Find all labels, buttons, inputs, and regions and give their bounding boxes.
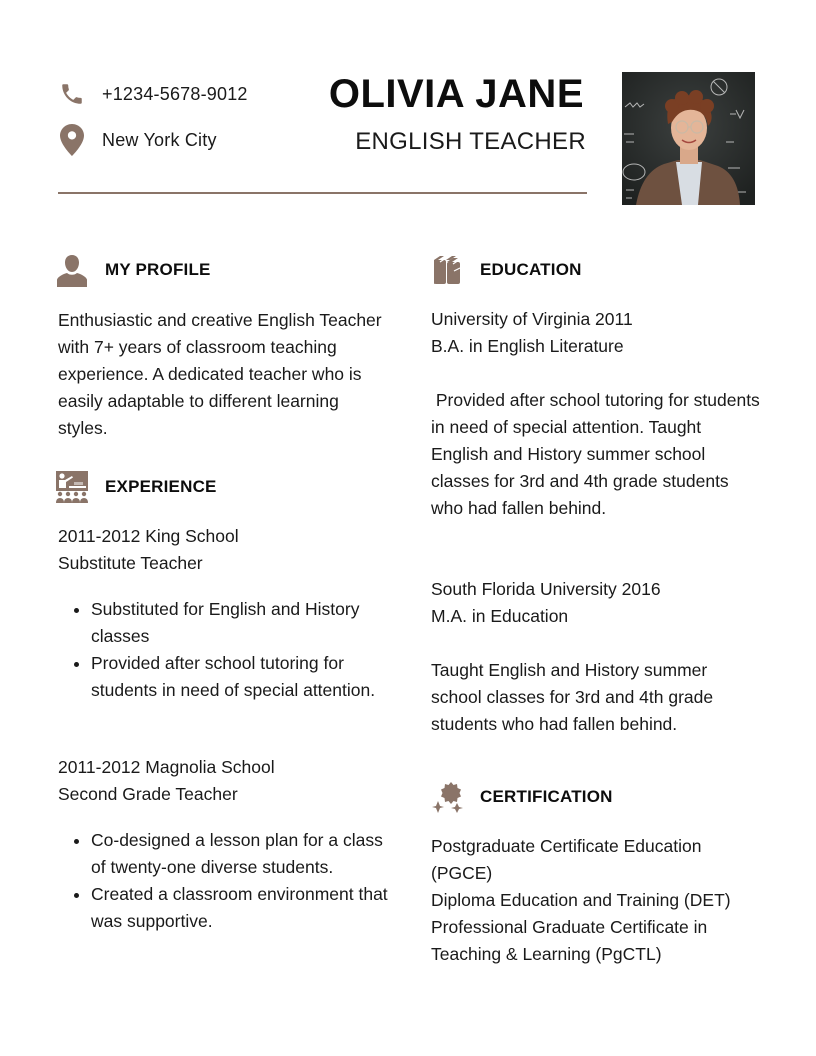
education-heading: EDUCATION: [480, 260, 582, 279]
education-school: South Florida University 2016: [431, 579, 661, 599]
education-entry: [431, 306, 765, 522]
experience-bullet: • Provided after school tutoring for students in need of special attention.: [91, 650, 393, 704]
experience-bullets: [58, 596, 393, 704]
certification-heading: CERTIFICATION: [480, 787, 613, 806]
education-entry: [431, 576, 761, 738]
section-header-certification: [431, 781, 613, 813]
section-header-profile: [56, 254, 211, 286]
profile-photo: [622, 72, 755, 205]
experience-role: Second Grade Teacher: [58, 784, 238, 804]
education-description: Provided after school tutoring for students in need of special attention. Taught English and History summer school classes for 3rd and 4th grade students who had fallen behind.: [431, 390, 765, 518]
header-divider: [58, 192, 587, 194]
section-header-education: [431, 254, 582, 286]
contact-location: [58, 126, 217, 154]
certification-list: [431, 833, 761, 968]
teacher-classroom-icon: [56, 471, 88, 503]
profile-text: Enthusiastic and creative English Teacher with 7+ years of classroom teaching experience. A dedicated teacher who is easily adaptable to different learning styles.: [58, 310, 382, 438]
experience-bullets: [58, 827, 393, 935]
certification-item: Postgraduate Certificate Education (PGCE): [431, 836, 702, 883]
person-icon: [56, 254, 88, 286]
experience-role: Substitute Teacher: [58, 553, 203, 573]
contact-phone: [58, 80, 248, 108]
experience-school: 2011-2012 King School: [58, 526, 239, 546]
experience-heading: EXPERIENCE: [105, 477, 217, 496]
education-degree: B.A. in English Literature: [431, 336, 624, 356]
experience-bullet: • Co-designed a lesson plan for a class of twenty-one diverse students.: [91, 827, 393, 881]
experience-entry: [58, 754, 393, 935]
phone-icon: [58, 80, 86, 108]
education-school: University of Virginia 2011: [431, 309, 633, 329]
certification-item: Professional Graduate Certificate in Teaching & Learning (PgCTL): [431, 917, 708, 964]
education-degree: M.A. in Education: [431, 606, 569, 626]
education-description: Taught English and History summer school classes for 3rd and 4th grade students who had fallen behind.: [431, 660, 714, 734]
phone-number: +1234-5678-9012: [102, 83, 248, 104]
award-badge-icon: [431, 781, 463, 813]
books-icon: [431, 254, 463, 286]
profile-heading: MY PROFILE: [105, 260, 211, 279]
experience-entry: [58, 523, 393, 704]
experience-school: 2011-2012 Magnolia School: [58, 757, 275, 777]
experience-bullet: • Substituted for English and History classes: [91, 596, 393, 650]
location-text: New York City: [102, 129, 217, 150]
section-header-experience: [56, 471, 217, 503]
job-title: ENGLISH TEACHER: [355, 128, 586, 155]
location-pin-icon: [58, 126, 86, 154]
certification-item: Diploma Education and Training (DET): [431, 890, 731, 910]
profile-summary: [58, 307, 388, 442]
candidate-name: OLIVIA JANE: [328, 72, 584, 116]
experience-bullet: • Created a classroom environment that was supportive.: [91, 881, 393, 935]
